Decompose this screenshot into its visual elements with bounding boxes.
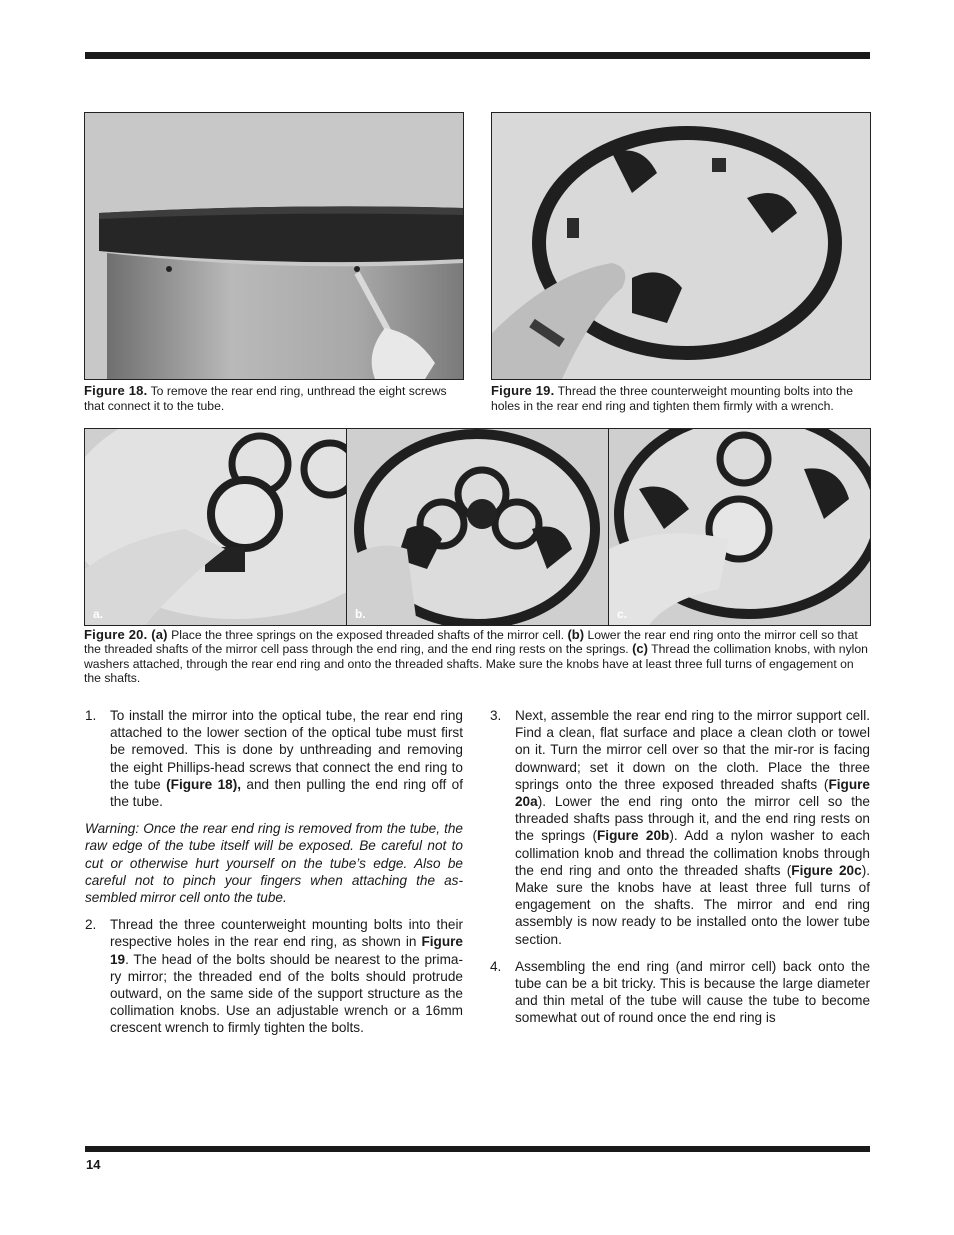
figure-19-caption <box>491 383 871 414</box>
figure-20-title: Figure 20. (a) <box>84 627 168 642</box>
top-rule <box>85 52 870 59</box>
step-4 <box>490 958 870 1027</box>
step-2 <box>85 916 463 1036</box>
figure-20-a-text: Place the three springs on the exposed threaded shafts of the mirror cell. <box>171 628 565 642</box>
figure-20a-label: a. <box>93 607 104 621</box>
figure-20a-photo <box>84 428 347 626</box>
step-2-tail: . The head of the bolts should be nearest to the prima-ry mirror; the threaded end of the bolts should protrude outward, on the same side of the support structure as the collimation knobs. Use an adjustable wrench or a 16mm crescent wrench to firmly tighten the bolts. <box>110 951 463 1036</box>
step-3-part-4: ). Make sure the knobs have at least three full turns of engagement on the shafts. The mirror and end ring assembly is now ready to be installed onto the lower tube section. <box>515 862 870 947</box>
step-3-number: 3. <box>490 708 502 723</box>
step-1 <box>85 707 463 810</box>
step-3-figure-ref-a: Figure 20a <box>515 776 870 810</box>
figure-18-title: Figure 18. <box>84 383 148 398</box>
step-4-text: Assembling the end ring (and mirror cell) back onto the tube can be a bit tricky. This is because the large diameter and thin metal of the tube will cause the tube to become somewhat out of round once the end ring is <box>515 958 870 1026</box>
figure-20c-photo <box>608 428 871 626</box>
figure-19-photo <box>491 112 871 380</box>
figure-19-text: Thread the three counterweight mounting bolts into the holes in the rear end ring and tighten them firmly with a wrench. <box>491 384 853 413</box>
step-3-part-3: ). Add a nylon washer to each collimation knob and thread the collimation knobs through the end ring and onto the threaded shafts ( <box>515 828 870 878</box>
figure-20-c-text: Thread the collimation knobs, with nylon washers attached, through the rear end ring and onto the threaded shafts. Make sure the knobs have at least three full turns of engagement on the shafts. <box>84 642 868 685</box>
right-column <box>490 707 870 1037</box>
bottom-rule <box>85 1146 870 1152</box>
step-4-number: 4. <box>490 958 502 974</box>
left-column <box>85 707 463 1047</box>
figure-20-caption <box>84 628 870 685</box>
step-2-number: 2. <box>85 917 97 933</box>
step-3-part-1: Next, assemble the rear end ring to the mirror support cell. Find a clean, flat surface and place a clean cloth or towel on it. Turn the mirror cell over so that the mir-ror is facing downward; set it down on the cloth. Place the three springs onto the three exposed threaded shafts ( <box>515 708 870 792</box>
step-3-figure-ref-c: Figure 20c <box>791 862 862 878</box>
figure-18-text: To remove the rear end ring, unthread the eight screws that connect it to the tube. <box>84 384 447 413</box>
figure-20-b-label: (b) <box>567 627 585 642</box>
step-1-number: 1. <box>85 708 97 723</box>
figure-18-photo <box>84 112 464 380</box>
step-2-text: Thread the three counterweight mounting bolts into their respective holes in the rear end ring, as shown in <box>110 917 463 950</box>
figure-18-caption <box>84 383 462 414</box>
step-2-figure-ref: Figure 19 <box>110 934 463 967</box>
step-3-part-2: ). Lower the end ring onto the mirror cell so the threaded shafts pass through it, and the end ring rests on the springs ( <box>515 794 870 844</box>
figure-20b-photo <box>346 428 609 626</box>
figure-20-c-label: (c) <box>632 641 648 657</box>
figure-20-b-text: Lower the rear end ring onto the mirror cell so that the threaded shafts of the mirror cell pass through the end ring, and the end ring rests on the springs. <box>84 628 858 657</box>
figure-20c-label: c. <box>617 607 628 621</box>
figure-20b-label: b. <box>355 607 366 621</box>
figure-19-title: Figure 19. <box>491 383 555 398</box>
step-1-text: To install the mirror into the optical tube, the rear end ring attached to the lower section of the optical tube must first be removed. This is done by unthreading and removing the eight Phillips-head screws that connect the end ring to the tube <box>110 708 463 792</box>
step-1-tail: and then pulling the end ring off of the tube. <box>110 776 463 810</box>
step-3 <box>490 707 870 948</box>
step-3-figure-ref-b: Figure 20b <box>596 828 670 844</box>
warning-paragraph: Warning: Once the rear end ring is removed from the tube, the raw edge of the tube itself will be exposed. Be careful not to cut or otherwise hurt yourself on the tube’s edge. Also be careful not to pinch your fingers when attaching the as-sembled mirror cell onto the tube. <box>85 821 463 906</box>
page-number: 14 <box>86 1157 101 1172</box>
step-1-figure-ref: (Figure 18), <box>166 776 242 792</box>
